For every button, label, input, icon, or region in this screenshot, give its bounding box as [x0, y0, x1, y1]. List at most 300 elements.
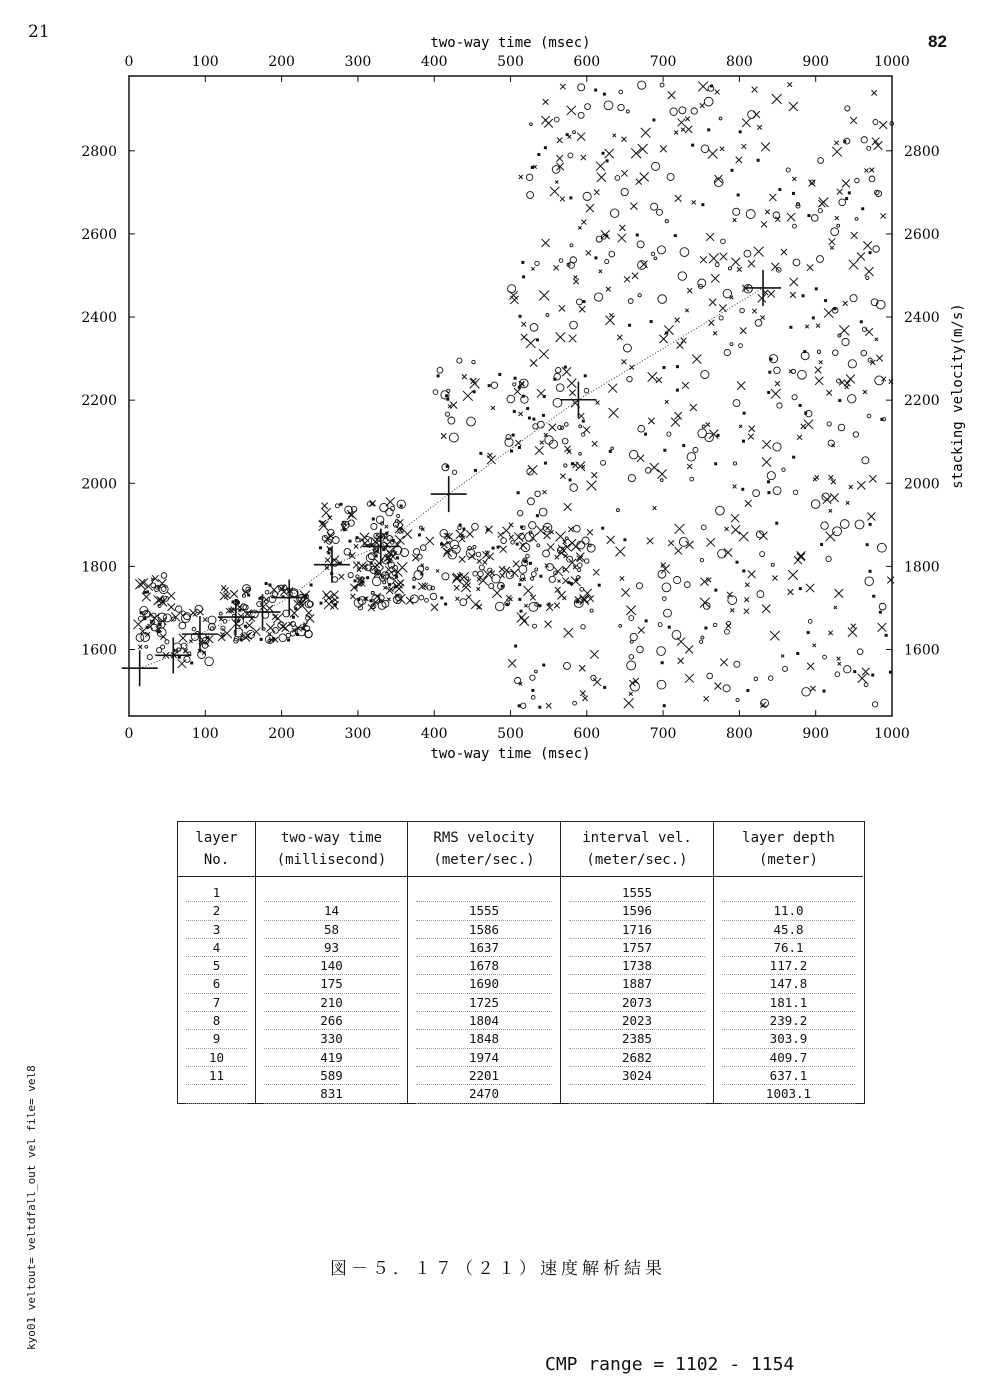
- cross-marker: [772, 94, 782, 104]
- table-cell: 330: [264, 1030, 399, 1048]
- cross-marker: [771, 389, 781, 399]
- cross-marker: [339, 574, 345, 580]
- circle-marker: [568, 262, 574, 268]
- table-cell: 3: [186, 921, 247, 939]
- cross-marker: [468, 552, 475, 559]
- cross-marker: [698, 82, 708, 92]
- col-depth: [713, 822, 863, 1103]
- cross-marker: [535, 446, 543, 454]
- circle-marker: [658, 295, 667, 304]
- cross-marker: [745, 500, 752, 507]
- x-tick-label-bottom: 500: [497, 726, 524, 742]
- cmp-range: CMP range = 1102 - 1154: [545, 1354, 795, 1375]
- cross-marker: [599, 270, 602, 273]
- dot-marker: [889, 671, 892, 674]
- circle-marker: [619, 624, 622, 627]
- dot-marker: [528, 417, 531, 420]
- circle-marker: [543, 550, 550, 557]
- cross-marker: [537, 389, 545, 397]
- table-cell: 2470: [416, 1085, 552, 1103]
- circle-marker: [637, 241, 644, 248]
- cross-marker: [790, 278, 798, 286]
- dot-marker: [531, 689, 534, 692]
- x-tick-label-bottom: 100: [191, 726, 219, 742]
- circle-marker: [425, 598, 429, 602]
- dot-marker: [820, 543, 823, 546]
- circle-marker: [628, 475, 635, 482]
- circle-marker: [495, 602, 504, 611]
- circle-marker: [855, 520, 864, 529]
- cross-marker: [758, 294, 766, 302]
- x-tick-label-top: 300: [344, 54, 372, 70]
- circle-marker: [701, 636, 704, 639]
- cross-marker: [653, 506, 657, 510]
- header-rms-2: (meter/sec.): [433, 852, 535, 868]
- cross-marker: [224, 593, 230, 599]
- cross-marker: [466, 595, 471, 600]
- circle-marker: [879, 603, 886, 610]
- table-cell: [416, 884, 552, 902]
- cross-marker: [545, 621, 552, 628]
- dot-marker: [520, 610, 523, 613]
- dot-marker: [869, 570, 872, 573]
- dot-marker: [356, 536, 359, 539]
- cross-marker: [498, 532, 504, 538]
- dot-marker: [662, 366, 665, 369]
- table-cell: 303.9: [722, 1030, 855, 1048]
- circle-marker: [559, 259, 563, 263]
- dot-marker: [146, 590, 149, 593]
- cross-marker: [607, 536, 615, 544]
- circle-marker: [744, 250, 751, 257]
- dot-marker: [853, 670, 856, 673]
- cross-marker: [528, 465, 537, 474]
- circle-marker: [777, 403, 782, 408]
- circle-marker: [450, 540, 459, 549]
- circle-marker: [578, 112, 584, 118]
- cross-marker: [609, 313, 613, 317]
- cross-marker: [744, 597, 749, 602]
- table-cell: 1678: [416, 957, 552, 975]
- cross-marker: [748, 570, 756, 578]
- circle-marker: [265, 590, 269, 594]
- circle-marker: [165, 640, 169, 644]
- cross-marker: [476, 587, 480, 591]
- table-cell: 419: [264, 1049, 399, 1067]
- cross-marker: [613, 134, 616, 137]
- dot-marker: [815, 287, 818, 290]
- cross-marker: [781, 249, 787, 255]
- cross-marker: [559, 305, 565, 311]
- cross-marker: [887, 577, 894, 584]
- cross-marker: [158, 579, 166, 587]
- cross-marker: [692, 200, 696, 204]
- table-cell: 45.8: [722, 921, 855, 939]
- col-time: [255, 822, 407, 1103]
- cross-marker: [828, 631, 832, 635]
- circle-marker: [376, 516, 384, 524]
- circle-marker: [627, 376, 632, 381]
- cross-marker: [805, 325, 809, 329]
- circle-marker: [573, 701, 577, 705]
- cross-marker: [463, 391, 473, 401]
- cross-marker: [640, 172, 649, 181]
- circle-marker: [526, 174, 532, 180]
- x-tick-label-top: 200: [268, 54, 295, 70]
- circle-marker: [719, 117, 722, 120]
- cross-marker: [711, 274, 719, 282]
- cross-marker: [704, 696, 709, 701]
- circle-marker: [844, 666, 851, 673]
- cross-marker: [826, 390, 831, 395]
- dot-marker: [544, 462, 547, 465]
- cross-marker: [706, 422, 710, 426]
- x-tick-label-bottom: 900: [802, 726, 830, 742]
- circle-marker: [529, 522, 536, 529]
- circle-marker: [792, 395, 797, 400]
- cross-marker: [641, 128, 651, 138]
- x-tick-label-top: 500: [497, 54, 524, 70]
- table-cell: 2682: [569, 1049, 705, 1067]
- cross-marker: [832, 147, 842, 157]
- cross-marker: [752, 87, 758, 93]
- circle-marker: [460, 599, 467, 606]
- dot-marker: [594, 88, 597, 91]
- cross-marker: [765, 210, 769, 214]
- dot-marker: [767, 480, 770, 483]
- circle-marker: [855, 178, 860, 183]
- dot-marker: [536, 338, 539, 341]
- dot-marker: [663, 449, 666, 452]
- cross-marker: [622, 359, 627, 364]
- dot-marker: [497, 546, 500, 549]
- x-tick-label-bottom: 800: [726, 726, 753, 742]
- circle-marker: [583, 192, 591, 200]
- cross-marker: [810, 686, 815, 691]
- dot-marker: [848, 191, 851, 194]
- circle-marker: [782, 468, 785, 471]
- circle-marker: [842, 338, 849, 345]
- dot-marker: [418, 533, 421, 536]
- dot-marker: [158, 630, 161, 633]
- circle-marker: [570, 244, 573, 247]
- cross-marker: [881, 213, 886, 218]
- circle-marker: [651, 162, 659, 170]
- cross-marker: [762, 605, 770, 613]
- cross-marker: [260, 603, 267, 610]
- cross-marker: [700, 256, 707, 263]
- cross-marker: [872, 138, 880, 146]
- cross-marker: [830, 246, 834, 250]
- cross-marker: [675, 412, 682, 419]
- circle-marker: [774, 367, 780, 373]
- dot-marker: [305, 594, 308, 597]
- circle-marker: [701, 145, 709, 153]
- dot-marker: [400, 505, 403, 508]
- circle-marker: [184, 656, 190, 662]
- cross-marker: [797, 551, 806, 560]
- header-time-2: (millisecond): [276, 852, 387, 868]
- dot-marker: [237, 601, 240, 604]
- cross-marker: [569, 335, 577, 343]
- cross-marker: [730, 296, 734, 300]
- cross-marker: [573, 279, 579, 285]
- cross-marker: [790, 292, 796, 298]
- circle-marker: [205, 657, 214, 666]
- cross-marker: [587, 529, 593, 535]
- dot-marker: [792, 192, 795, 195]
- cross-marker: [564, 503, 572, 511]
- cross-marker: [555, 181, 558, 184]
- col-layer: [178, 822, 255, 1103]
- picked-velocity-marker: [314, 547, 350, 583]
- circle-marker: [707, 673, 713, 679]
- circle-marker: [865, 577, 874, 586]
- cross-marker: [830, 493, 838, 501]
- dot-marker: [714, 462, 717, 465]
- dot-marker: [529, 562, 532, 565]
- circle-marker: [585, 104, 591, 110]
- dot-marker: [354, 579, 357, 582]
- circle-marker: [678, 272, 687, 281]
- circle-marker: [835, 672, 840, 677]
- circle-marker: [576, 299, 582, 305]
- cross-marker: [321, 503, 327, 509]
- circle-marker: [684, 582, 690, 588]
- cross-marker: [834, 606, 837, 609]
- cross-marker: [681, 128, 685, 132]
- cross-marker: [656, 377, 662, 383]
- cross-marker: [549, 424, 556, 431]
- cross-marker: [769, 194, 776, 201]
- picked-velocity-marker: [745, 270, 781, 306]
- table-cell: 409.7: [722, 1049, 855, 1067]
- picked-velocity-marker: [431, 476, 467, 512]
- cross-marker: [781, 654, 784, 657]
- dot-marker: [348, 540, 351, 543]
- table-cell: [264, 884, 399, 902]
- circle-marker: [654, 257, 657, 260]
- circle-marker: [565, 537, 568, 540]
- cross-marker: [714, 683, 721, 690]
- dot-marker: [382, 548, 385, 551]
- cross-marker: [682, 382, 689, 389]
- circle-marker: [578, 84, 585, 91]
- cross-marker: [869, 168, 874, 173]
- cross-marker: [807, 663, 814, 670]
- circle-marker: [705, 433, 714, 442]
- circle-marker: [530, 123, 533, 126]
- dot-marker: [710, 84, 713, 87]
- cross-marker: [829, 475, 834, 480]
- cross-marker: [736, 157, 742, 163]
- cross-marker: [775, 381, 780, 386]
- circle-marker: [867, 414, 871, 418]
- dot-marker: [792, 456, 795, 459]
- circle-marker: [532, 624, 536, 628]
- time-cells: [256, 884, 407, 1104]
- x-tick-label-top: 1000: [874, 54, 910, 70]
- circle-marker: [554, 117, 559, 122]
- header-interval-1: interval vel.: [582, 830, 692, 846]
- cross-marker: [631, 148, 641, 158]
- dot-marker: [564, 366, 567, 369]
- dot-marker: [375, 554, 378, 557]
- cross-marker: [564, 628, 573, 637]
- cross-marker: [453, 573, 461, 581]
- cross-marker: [502, 527, 510, 535]
- cross-marker: [624, 698, 634, 708]
- dot-marker: [628, 324, 631, 327]
- cross-marker: [508, 659, 516, 667]
- cross-marker: [677, 638, 685, 646]
- cross-marker: [514, 532, 523, 541]
- circle-marker: [442, 573, 449, 580]
- cross-marker: [741, 144, 746, 149]
- circle-marker: [691, 108, 697, 114]
- circle-marker: [564, 423, 568, 427]
- cross-marker: [720, 659, 728, 667]
- dot-marker: [369, 599, 372, 602]
- dot-marker: [861, 207, 864, 210]
- circle-marker: [413, 549, 419, 555]
- circle-marker: [821, 522, 829, 530]
- dot-marker: [833, 307, 836, 310]
- circle-marker: [773, 443, 781, 451]
- circle-marker: [175, 606, 181, 612]
- cross-marker: [593, 678, 601, 686]
- y-tick-label-left: 1800: [81, 559, 117, 576]
- circle-marker: [457, 358, 462, 363]
- cross-marker: [574, 276, 578, 280]
- circle-marker: [773, 487, 781, 495]
- cross-marker: [846, 375, 855, 384]
- figure-caption: 図－５．１７（２１）速度解析結果: [330, 1259, 666, 1279]
- cross-marker: [581, 155, 586, 160]
- cross-marker: [637, 455, 644, 462]
- cross-marker: [569, 390, 575, 396]
- table-cell: 1: [186, 884, 247, 902]
- circle-marker: [827, 422, 831, 426]
- cross-marker: [739, 425, 742, 428]
- circle-marker: [531, 572, 536, 577]
- circle-marker: [535, 491, 541, 497]
- y-tick-label-left: 2000: [81, 476, 117, 493]
- x-tick-label-bottom: 0: [124, 726, 134, 742]
- cross-marker: [459, 556, 465, 562]
- dot-marker: [518, 704, 521, 707]
- circle-marker: [568, 153, 573, 158]
- cross-marker: [848, 628, 857, 637]
- cross-marker: [787, 82, 792, 87]
- circle-marker: [728, 267, 731, 270]
- circle-marker: [739, 344, 743, 348]
- x-tick-label-bottom: 400: [420, 726, 448, 742]
- circle-marker: [760, 552, 765, 557]
- circle-marker: [584, 388, 589, 393]
- cross-marker: [831, 479, 836, 484]
- cross-marker: [720, 253, 728, 261]
- cross-marker: [441, 433, 447, 439]
- cross-marker: [542, 239, 550, 247]
- circle-marker: [672, 630, 681, 639]
- dot-marker: [799, 404, 802, 407]
- circle-marker: [526, 554, 530, 558]
- dot-marker: [265, 582, 268, 585]
- dot-marker: [584, 374, 587, 377]
- dot-marker: [520, 525, 523, 528]
- cross-marker: [761, 316, 765, 320]
- circle-marker: [535, 670, 538, 673]
- circle-marker: [818, 209, 822, 213]
- circle-marker: [546, 314, 549, 317]
- dot-marker: [287, 638, 290, 641]
- circle-marker: [511, 541, 515, 545]
- circle-marker: [864, 683, 868, 687]
- col-interval: [560, 822, 713, 1103]
- circle-marker: [530, 577, 533, 580]
- cross-marker: [530, 359, 537, 366]
- cross-marker: [834, 141, 838, 145]
- circle-marker: [195, 605, 203, 613]
- cross-marker: [322, 508, 331, 517]
- cross-marker: [761, 143, 770, 152]
- cross-marker: [706, 233, 714, 241]
- dot-marker: [822, 690, 825, 693]
- cross-marker: [230, 590, 238, 598]
- rms-cells: [408, 884, 560, 1104]
- circle-marker: [366, 554, 374, 562]
- cross-marker: [596, 401, 600, 405]
- col-rms: [407, 822, 560, 1103]
- dot-marker: [770, 358, 773, 361]
- dot-marker: [676, 365, 679, 368]
- depth-cells: [714, 884, 863, 1104]
- cross-marker: [815, 377, 823, 385]
- cross-marker: [546, 526, 550, 530]
- table-cell: 4: [186, 939, 247, 957]
- cross-marker: [554, 265, 559, 270]
- circle-marker: [387, 535, 392, 540]
- cross-marker: [556, 532, 566, 542]
- dot-marker: [512, 434, 515, 437]
- dot-marker: [594, 256, 597, 259]
- cross-marker: [594, 190, 599, 195]
- cross-marker: [770, 631, 779, 640]
- table-cell: 1974: [416, 1049, 552, 1067]
- picked-velocity-marker: [560, 382, 596, 418]
- circle-marker: [570, 321, 578, 329]
- circle-marker: [530, 324, 538, 332]
- circle-marker: [736, 698, 739, 701]
- dot-marker: [366, 576, 369, 579]
- cross-marker: [568, 527, 573, 532]
- dot-marker: [178, 656, 181, 659]
- x-tick-label-top: 400: [420, 54, 448, 70]
- cross-marker: [787, 213, 795, 221]
- y-tick-label-right: 2800: [904, 143, 940, 160]
- circle-marker: [715, 263, 719, 267]
- circle-marker: [554, 373, 561, 380]
- circle-marker: [472, 523, 479, 530]
- cross-marker: [580, 691, 585, 696]
- circle-marker: [611, 447, 614, 450]
- cross-marker: [454, 585, 459, 590]
- cross-marker: [586, 250, 591, 255]
- dot-marker: [440, 596, 443, 599]
- table-cell: 1555: [569, 884, 705, 902]
- cross-marker: [748, 434, 754, 440]
